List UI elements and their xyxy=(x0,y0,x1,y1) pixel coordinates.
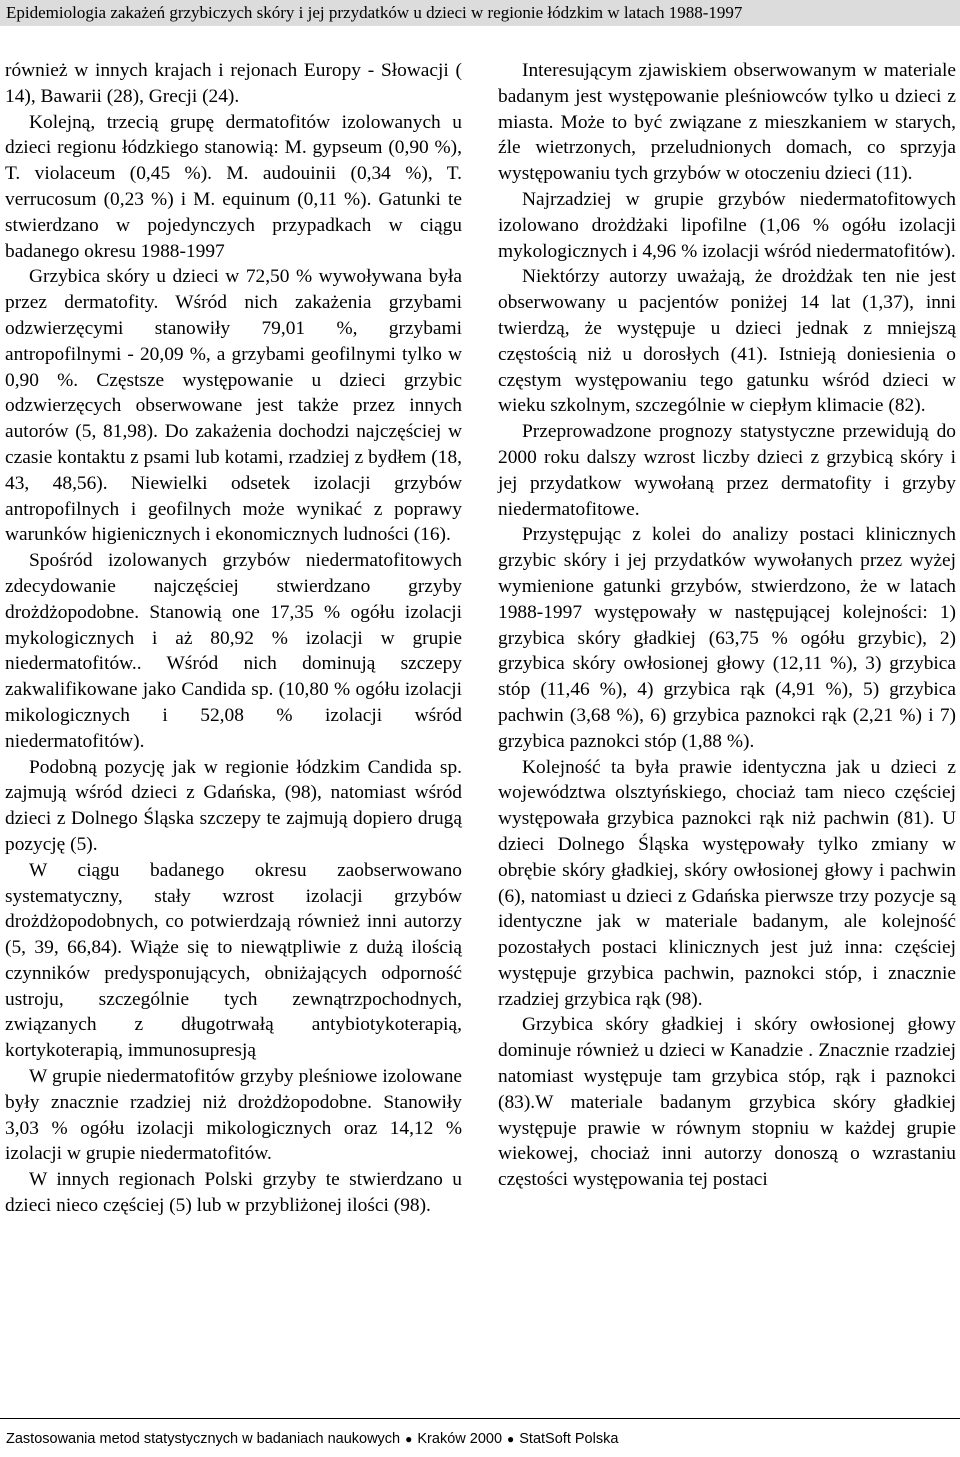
bullet-icon: ● xyxy=(507,1432,515,1446)
paragraph: Niektórzy autorzy uważają, że drożdżak ten nie jest obserwowany u pacjentów poniżej 14 lat (1,37), inni twierdzą, że występuje u dzieci jednak z mniejszą częstością niż u dorosłych (41). Istnieją doniesienia o częstym występowaniu tego gatunku wśród dzieci w wieku szkolnym, szczególnie w ciepłym klimacie (82). xyxy=(498,266,956,417)
paragraph: Grzybica skóry gładkiej i skóry owłosionej głowy dominuje również u dzieci w Kanadzie . Znacznie rzadziej natomiast występuje tam grzybica stóp, rąk i paznokci (83).W materiale badanym grzybica skóry gładkiej występuje prawie w równym stopniu w każdej grupie wiekowej, chociaż inni autorzy donoszą o wzrastaniu częstości występowania tej postaci xyxy=(498,1014,956,1191)
paragraph: Spośród izolowanych grzybów niedermatofitowych zdecydowanie najczęściej stwierdzano grzyby drożdżopodobne. Stanowią one 17,35 % ogółu izolacji mykologicznych i aż 80,92 % izolacji w grupie niedermatofitów.. Wśród nich dominują szczepy zakwalifikowane jako Candida sp. (10,80 % ogółu izolacji mikologicznych i 52,08 % izolacji wśród niedermatofitów). xyxy=(5,550,462,752)
paragraph: W grupie niedermatofitów grzyby pleśniowe izolowane były znacznie rzadziej niż drożdżopodobne. Stanowiły 3,03 % ogółu izolacji mikologicznych oraz 14,12 % izolacji w grupie niedermatofitów. xyxy=(5,1066,462,1165)
left-column xyxy=(5,58,462,1219)
paragraph: Przystępując z kolei do analizy postaci klinicznych grzybic skóry i jej przydatków wywołanych przez wyżej wymienione gatunki grzybów, stwierdzono, że w latach 1988-1997 występowały w następującej kolejności: 1) grzybica skóry gładkiej (63,75 % ogółu grzybic), 2) grzybica skóry owłosionej głowy (12,11 %), 3) grzybica stóp (11,46 %), 4) grzybica rąk (4,91 %), 5) grzybica pachwin (3,68 %), 6) grzybica paznokci rąk (2,21 %) i 7) grzybica paznokci stóp (1,88 %). xyxy=(498,524,956,752)
footer-conference: Zastosowania metod statystycznych w badaniach naukowych xyxy=(6,1431,401,1447)
running-header-title: Epidemiologia zakażeń grzybiczych skóry i jej przydatków u dzieci w regionie łódzkim w latach 1988-1997 xyxy=(6,3,743,22)
right-column xyxy=(498,58,956,1193)
running-header xyxy=(0,0,960,26)
footer-divider xyxy=(0,1418,960,1419)
paragraph: Interesującym zjawiskiem obserwowanym w materiale badanym jest występowanie pleśniowców tylko u dzieci z miasta. Może to być związane z mieszkaniem w starych, źle wietrzonych, przeludnionych domach, co sprzyja występowaniu tych grzybów w otoczeniu dzieci (11). xyxy=(498,60,956,185)
bullet-icon: ● xyxy=(405,1432,413,1446)
paragraph: Kolejną, trzecią grupę dermatofitów izolowanych u dzieci regionu łódzkiego stanowią: M. gypseum (0,90 %), T. violaceum (0,45 %). M. audouinii (0,34 %), T. verrucosum (0,23 %) i M. equinum (0,11 %). Gatunki te stwierdzano w pojedynczych przypadkach w ciągu badanego okresu 1988-1997 xyxy=(5,111,462,262)
paragraph: Podobną pozycję jak w regionie łódzkim Candida sp. zajmują wśród dzieci z Gdańska, (98), natomiast wśród dzieci z Dolnego Śląska szczepy te zajmują dopiero drugą pozycję (5). xyxy=(5,756,462,855)
footer-publisher: StatSoft Polska xyxy=(519,1431,619,1447)
paragraph: Przeprowadzone prognozy statystyczne przewidują do 2000 roku dalszy wzrost liczby dzieci z grzybicą skóry i jej przydatkow wywołaną przez dermatofity i grzyby niedermatofitowe. xyxy=(498,421,956,520)
paragraph: W innych regionach Polski grzyby te stwierdzano u dzieci nieco częściej (5) lub w przybliżonej ilości (98). xyxy=(5,1169,462,1217)
paragraph: Kolejność ta była prawie identyczna jak u dzieci z województwa olsztyńskiego, chociaż tam nieco częściej występowała grzybica paznokci rąk niż pachwin (81). U dzieci Dolnego Śląska występowały tylko zmiany w obrębie skóry gładkiej, skóry owłosionej głowy i pachwin (6), natomiast u dzieci z Gdańska pierwsze trzy pozycje są identyczne jak w materiale badanym, ale kolejność pozostałych postaci klinicznych jest już inna: częściej występuje grzybica pachwin, paznokci stóp, i znacznie rzadziej grzybica rąk (98). xyxy=(498,756,956,1010)
paragraph: W ciągu badanego okresu zaobserwowano systematyczny, stały wzrost izolacji grzybów drożdżopodobnych, co potwierdzają również inni autorzy (5, 39, 66,84). Wiąże się to niewątpliwie z dużą ilością czynników predysponujących, obniżających odporność ustroju, szczególnie tych zewnątrzpochodnych, związanych z długotrwałą antybiotykoterapią, kortykoterapią, immunosupresją xyxy=(5,859,462,1062)
paragraph: również w innych krajach i rejonach Europy - Słowacji ( 14), Bawarii (28), Grecji (24). xyxy=(5,60,462,107)
paragraph: Grzybica skóry u dzieci w 72,50 % wywoływana była przez dermatofity. Wśród nich zakażenia grzybami odzwierzęcymi stanowiły 79,01 %, grzybami antropofilnymi - 20,09 %, a grzybami geofilnymi tylko w 0,90 %. Częstsze występowanie u dzieci grzybic odzwierzęcych obserwowane jest także przez innych autorów (5, 81,98). Do zakażenia dochodzi najczęściej w czasie kontaktu z psami lub kotami, rzadziej z bydłem (18, 43, 48,56). Niewielki odsetek izolacji grzybów antropofilnych i geofilnych może wynikać z poprawy warunków higienicznych i ekonomicznych ludności (16). xyxy=(5,266,462,546)
page-footer xyxy=(6,1430,618,1448)
paragraph: Najrzadziej w grupie grzybów niedermatofitowych izolowano drożdżaki lipofilne (1,06 % ogółu izolacji mykologicznych i 4,96 % izolacji wśród niedermatofitów). xyxy=(498,188,956,262)
footer-location: Kraków 2000 xyxy=(417,1431,503,1447)
